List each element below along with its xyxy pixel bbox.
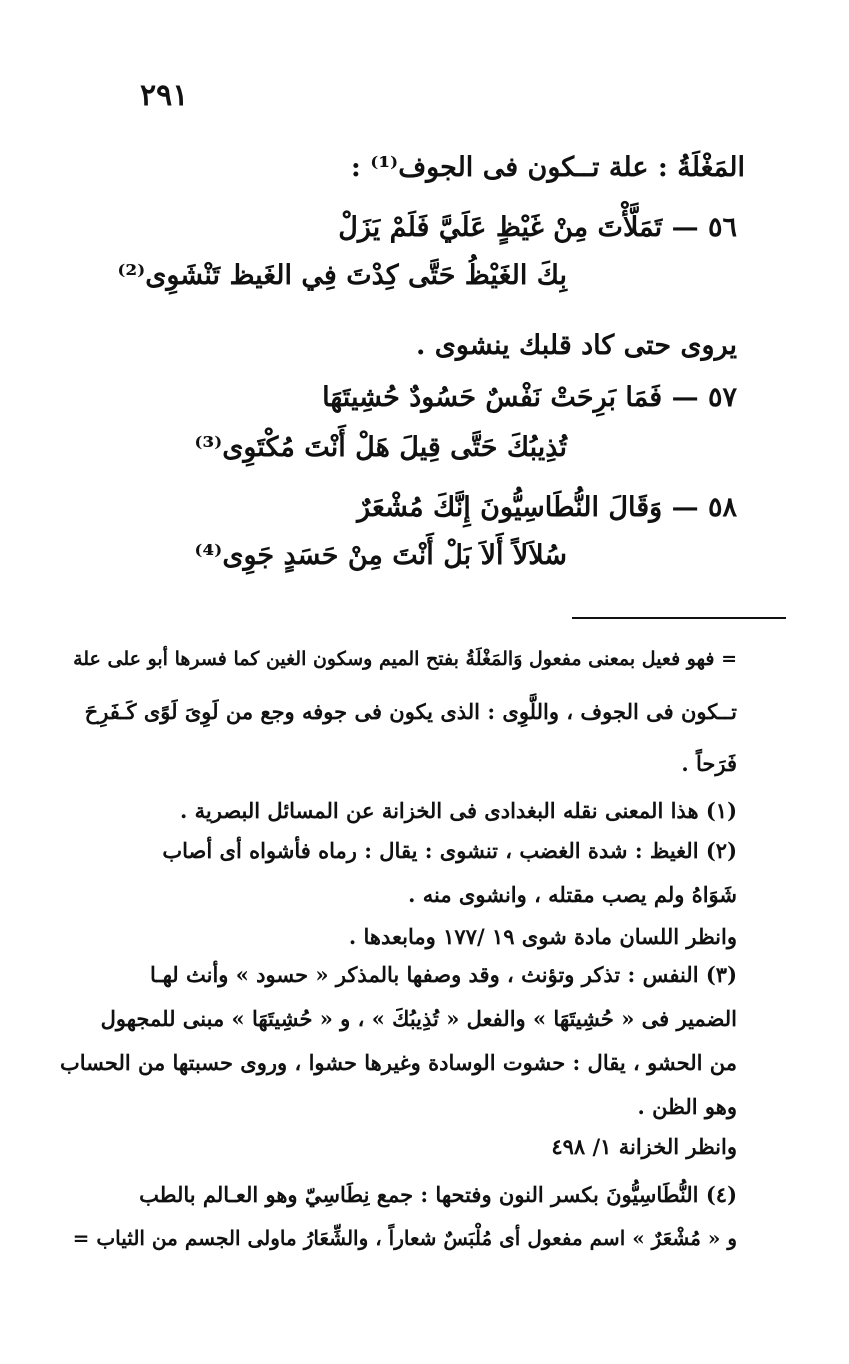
verse-57-second-hemistich: تُذِيبُكَ حَتَّى قِيلَ هَلْ أَنْتَ مُكْتَوِى⁽³⁾: [194, 432, 567, 463]
footnote-continuation-line: = فهو فعيل بمعنى مفعول وَالمَغْلَةُ بفتح الميم وسكون الغين كما فسرها أبو على علة: [73, 648, 737, 670]
footnote-1: (١) هذا المعنى نقله البغدادى فى الخزانة عن المسائل البصرية .: [180, 798, 737, 823]
footnote-continuation-line: تــكون فى الجوف ، واللَّوِى : الذى يكون فى جوفه وجع من لَوِىَ لَوًى كَـفَرِحَ: [84, 699, 737, 724]
verse-58-first-hemistich: ٥٨ — وَقَالَ النُّطَاسِيُّونَ إِنَّكَ مُشْعَرٌ: [357, 492, 737, 523]
rivaya-line: يروى حتى كاد قلبك ينشوى .: [415, 330, 737, 361]
footnote-4-line: (٤) النُّطَاسِيُّونَ بكسر النون وفتحها : جمع نِطَاسِيّ وهو العـالم بالطب: [139, 1182, 737, 1207]
footnote-2-line: (٢) الغيظ : شدة الغضب ، تنشوى : يقال : رماه فأشواه أى أصاب: [162, 838, 737, 863]
footnote-2-line: وانظر اللسان مادة شوى ١٩ /١٧٧ ومابعدها .: [348, 924, 737, 949]
footnote-3-line: وهو الظن .: [637, 1094, 737, 1119]
footnote-3-line: من الحشو ، يقال : حشوت الوسادة وغيرها حشوا ، وروى حسبتها من الحساب: [59, 1050, 737, 1075]
verse-58-second-hemistich: سُلاَلاً أَلاَ بَلْ أَنْتَ مِنْ حَسَدٍ جَوِى⁽⁴⁾: [194, 540, 567, 571]
verse-56-first-hemistich: ٥٦ — تَمَلَّأْتَ مِنْ غَيْظٍ عَلَيَّ فَلَمْ يَزَلْ: [338, 212, 737, 243]
verse-57-first-hemistich: ٥٧ — فَمَا بَرِحَتْ نَفْسٌ حَسُودٌ حُشِيتَهَا: [322, 382, 737, 413]
footnote-2-line: شَوَاهُ ولم يصب مقتله ، وانشوى منه .: [408, 882, 737, 907]
footnote-separator: [572, 617, 786, 619]
footnote-4-line: و « مُشْعَرٌ » اسم مفعول أى مُلْبَسٌ شعاراً ، والشِّعَارُ ماولى الجسم من الثياب =: [72, 1226, 737, 1250]
footnote-3-line: (٣) النفس : تذكر وتؤنث ، وقد وصفها بالمذكر « حسود » وأنث لهـا: [150, 962, 737, 987]
page-number: ٢٩١: [140, 78, 189, 113]
gloss-intro-line: المَغْلَةُ : علة تــكون فى الجوف⁽¹⁾ :: [350, 152, 745, 183]
footnote-continuation-line: فَرَحاً .: [681, 751, 737, 776]
footnote-3-line: الضمير فى « حُشِيتَهَا » والفعل « تُذِيبُكَ » ، و « حُشِيتَهَا » مبنى للمجهول: [100, 1006, 737, 1031]
footnote-3-line: وانظر الخزانة ١/ ٤٩٨: [551, 1134, 737, 1159]
verse-56-second-hemistich: بِكَ الغَيْظُ حَتَّى كِدْتَ فِي الغَيظ تَنْشَوِى⁽²⁾: [117, 260, 567, 291]
